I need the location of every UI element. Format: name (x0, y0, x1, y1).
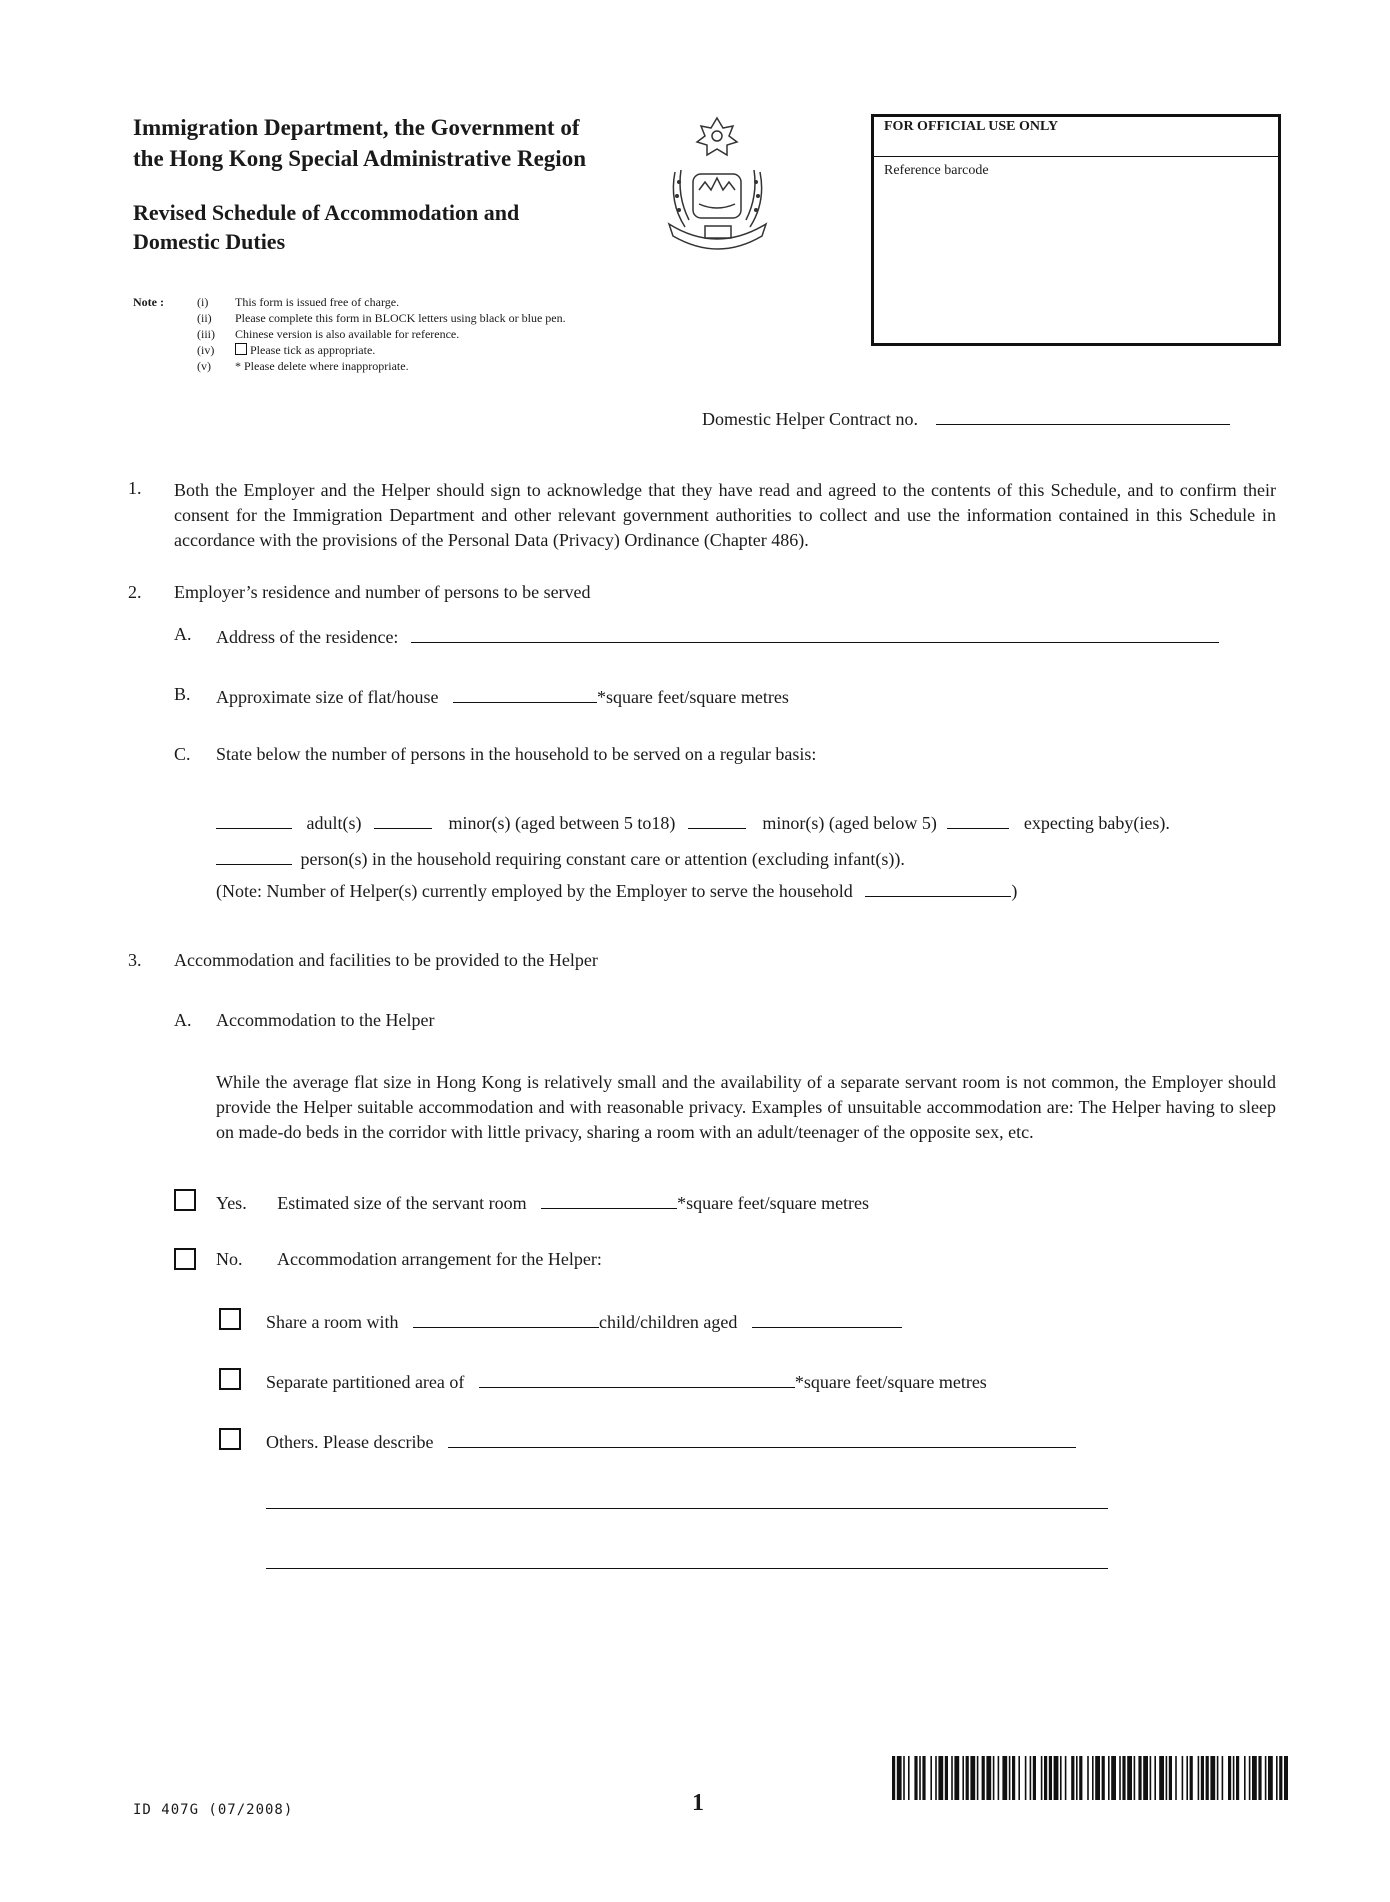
others-describe-line-2[interactable] (266, 1508, 1108, 1509)
official-use-box (871, 114, 1281, 346)
minors-below-5-label: minor(s) (aged below 5) (762, 813, 937, 833)
section-3a-number: A. (174, 1010, 192, 1030)
contract-number-row (702, 406, 1230, 430)
expecting-babies-label: expecting baby(ies). (1023, 813, 1170, 833)
section-3a-label: Accommodation to the Helper (216, 1010, 435, 1030)
section-1-number: 1. (128, 478, 142, 498)
barcode-icon (892, 1756, 1288, 1800)
minors-5-18-field[interactable] (374, 810, 432, 829)
form-title-line-2: Domestic Duties (133, 229, 286, 254)
partitioned-area-checkbox[interactable] (219, 1368, 241, 1390)
share-room-row (266, 1309, 902, 1333)
form-title (133, 198, 519, 256)
form-code: ID 407G (07/2008) (133, 1802, 294, 1818)
section-3-number: 3. (128, 950, 142, 970)
helpers-note-row (216, 878, 1017, 902)
note-item: (iv) Please tick as appropriate. (197, 343, 376, 357)
care-persons-field[interactable] (216, 846, 292, 865)
reference-barcode-label: Reference barcode (884, 163, 989, 178)
note-item: (iii) Chinese version is also available for reference. (197, 327, 460, 341)
arrangement-label: Accommodation arrangement for the Helper: (277, 1249, 602, 1269)
section-3-title: Accommodation and facilities to be provided to the Helper (174, 950, 598, 970)
yes-checkbox[interactable] (174, 1189, 196, 1211)
section-2b-number: B. (174, 684, 191, 704)
official-use-title: FOR OFFICIAL USE ONLY (874, 117, 1278, 157)
minors-below-5-field[interactable] (688, 810, 746, 829)
helpers-note-close: ) (1011, 881, 1018, 901)
yes-label: Yes. (216, 1193, 247, 1213)
care-row (216, 846, 905, 870)
helpers-note-label: (Note: Number of Helper(s) currently employed by the Employer to serve the household (216, 881, 853, 901)
accommodation-paragraph: While the average flat size in Hong Kong is relatively small and the availability of a separate servant room is not common, the Employer should provide the Helper suitable accommodation and with reasonable privacy. Examples of unsuitable accommodation are: The Helper having to sleep on made-do beds in the corridor with little privacy, sharing a room with an adult/teenager of the opposite sex, etc. (216, 1072, 1276, 1142)
tick-box-icon (235, 343, 247, 355)
children-aged-label: child/children aged (598, 1312, 738, 1332)
minors-5-18-label: minor(s) (aged between 5 to18) (448, 813, 676, 833)
adults-field[interactable] (216, 810, 292, 829)
note-item: (v) * Please delete where inappropriate. (197, 359, 409, 373)
section-2-number: 2. (128, 582, 142, 602)
address-field[interactable] (411, 624, 1219, 643)
section-2a-number: A. (174, 624, 192, 644)
servant-room-units: *square feet/square metres (677, 1193, 870, 1213)
share-room-label: Share a room with (266, 1312, 399, 1332)
no-row (216, 1249, 602, 1270)
adults-label: adult(s) (306, 813, 362, 833)
address-label: Address of the residence: (216, 627, 399, 647)
children-age-field[interactable] (752, 1309, 902, 1328)
police-emblem-icon (655, 112, 780, 252)
no-checkbox[interactable] (174, 1248, 196, 1270)
others-describe-field[interactable] (448, 1429, 1076, 1448)
others-label: Others. Please describe (266, 1432, 434, 1452)
note-item: (ii) Please complete this form in BLOCK letters using black or blue pen. (197, 311, 566, 325)
page-number: 1 (692, 1790, 704, 1816)
flat-size-units: *square feet/square metres (596, 687, 789, 707)
expecting-babies-field[interactable] (947, 810, 1009, 829)
yes-row (216, 1190, 869, 1214)
servant-room-label: Estimated size of the servant room (277, 1193, 527, 1213)
care-persons-label: person(s) in the household requiring constant care or attention (excluding infant(s)). (300, 849, 905, 869)
department-name (133, 112, 586, 174)
share-room-checkbox[interactable] (219, 1308, 241, 1330)
section-1-text: Both the Employer and the Helper should sign to acknowledge that they have read and agreed to the contents of this Schedule, and to confirm their consent for the Immigration Department and other relevant government authorities to collect and use the information contained in this Schedule in accordance with the provisions of the Personal Data (Privacy) Ordinance (Chapter 486). (174, 480, 1276, 550)
others-describe-line-3[interactable] (266, 1568, 1108, 1569)
section-2-title: Employer’s residence and number of persons to be served (174, 582, 591, 602)
others-checkbox[interactable] (219, 1428, 241, 1450)
partitioned-area-label: Separate partitioned area of (266, 1372, 465, 1392)
household-counts-row (216, 810, 1170, 834)
partitioned-area-units: *square feet/square metres (794, 1372, 987, 1392)
contract-number-label: Domestic Helper Contract no. (702, 409, 918, 429)
household-label: State below the number of persons in the household to be served on a regular basis: (216, 744, 817, 764)
flat-size-field[interactable] (453, 684, 597, 703)
department-line-1: Immigration Department, the Government of (133, 115, 580, 140)
department-line-2: the Hong Kong Special Administrative Region (133, 146, 586, 171)
address-row (216, 624, 1219, 648)
helpers-count-field[interactable] (865, 878, 1011, 897)
share-room-field[interactable] (413, 1309, 599, 1328)
no-label: No. (216, 1249, 243, 1269)
partitioned-area-field[interactable] (479, 1369, 795, 1388)
note-item: (i) This form is issued free of charge. (197, 295, 400, 309)
contract-number-field[interactable] (936, 406, 1230, 425)
flat-size-row (216, 684, 789, 708)
servant-room-size-field[interactable] (541, 1190, 677, 1209)
section-2c-number: C. (174, 744, 191, 764)
others-row (266, 1429, 1076, 1453)
partitioned-area-row (266, 1369, 987, 1393)
flat-size-label: Approximate size of flat/house (216, 687, 439, 707)
form-title-line-1: Revised Schedule of Accommodation and (133, 200, 520, 225)
notes-label: Note : (133, 295, 164, 309)
notes-list (197, 295, 566, 375)
